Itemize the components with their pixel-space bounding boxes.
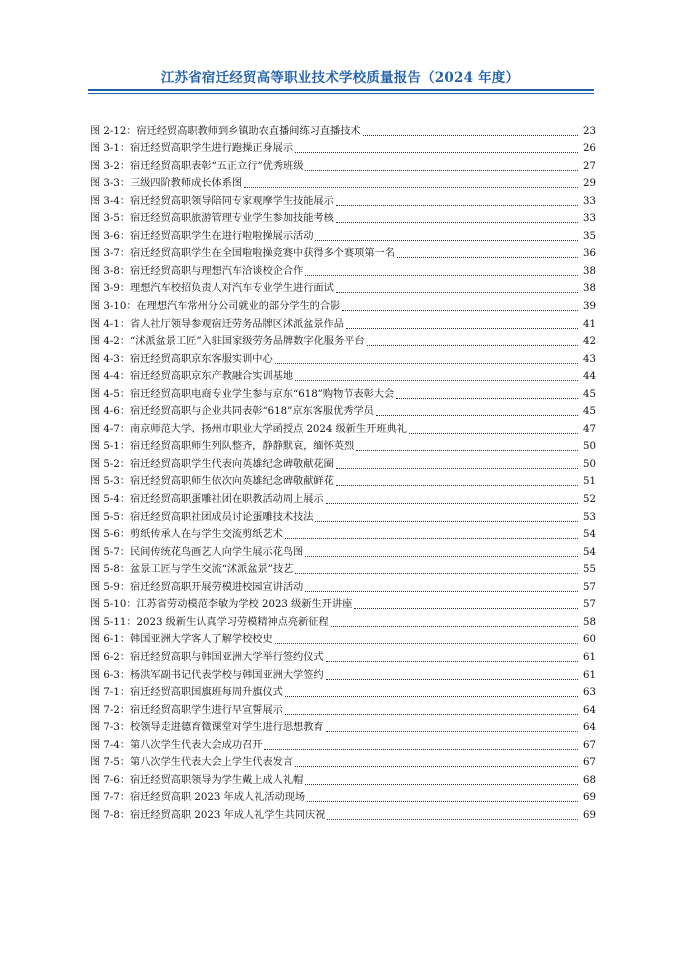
toc-dot-leader (336, 467, 578, 469)
toc-entry[interactable] (90, 682, 596, 700)
toc-entry-page: 60 (583, 634, 596, 646)
toc-entry[interactable] (90, 734, 596, 752)
toc-entry-title: 图 3-6：宿迁经贸高职学生在进行啦啦操展示活动 (90, 230, 314, 242)
toc-entry-page: 69 (583, 809, 596, 821)
toc-entry[interactable] (90, 787, 596, 805)
toc-entry-title: 图 7-8：宿迁经贸高职 2023 年成人礼学生共同庆祝 (90, 809, 326, 821)
toc-entry-page: 45 (583, 406, 596, 418)
toc-entry[interactable] (90, 155, 596, 173)
toc-dot-leader (244, 186, 578, 188)
toc-entry-page: 33 (583, 213, 596, 225)
toc-dot-leader (295, 572, 578, 574)
toc-entry-title: 图 7-3：校领导走进德育微课堂对学生进行思想教育 (90, 722, 324, 734)
toc-entry-title: 图 5-5：宿迁经贸高职社团成员讨论蛋雕技术技法 (90, 511, 314, 523)
toc-entry-title: 图 7-7：宿迁经贸高职 2023 年成人礼活动现场 (90, 792, 306, 804)
toc-entry-page: 67 (583, 757, 596, 769)
toc-entry-title: 图 2-12：宿迁经贸高职教师到乡镇助农直播间练习直播技术 (90, 125, 361, 137)
toc-entry-title: 图 3-8：宿迁经贸高职与理想汽车洽谈校企合作 (90, 265, 304, 277)
toc-entry-title: 图 3-10：在理想汽车常州分公司就业的部分学生的合影 (90, 301, 341, 313)
toc-dot-leader (354, 607, 578, 609)
toc-entry[interactable] (90, 278, 596, 296)
toc-entry-title: 图 4-6：宿迁经贸高职与企业共同表彰“618”京东客服优秀学员 (90, 406, 374, 418)
toc-entry[interactable] (90, 383, 596, 401)
toc-entry-page: 61 (583, 651, 596, 663)
toc-entry[interactable] (90, 611, 596, 629)
toc-entry-page: 47 (583, 423, 596, 435)
toc-dot-leader (346, 327, 578, 329)
toc-dot-leader (295, 151, 578, 153)
toc-dot-leader (295, 765, 578, 767)
toc-entry[interactable] (90, 699, 596, 717)
toc-dot-leader (295, 379, 578, 381)
toc-entry-page: 67 (583, 739, 596, 751)
toc-entry[interactable] (90, 331, 596, 349)
toc-entry-page: 33 (583, 195, 596, 207)
toc-dot-leader (315, 239, 578, 241)
header-divider-thick (88, 89, 594, 91)
toc-entry[interactable] (90, 524, 596, 542)
toc-entry-page: 44 (583, 371, 596, 383)
toc-entry-title: 图 4-5：宿迁经贸高职电商专业学生参与京东“618”购物节表彰大会 (90, 388, 395, 400)
toc-entry[interactable] (90, 717, 596, 735)
toc-entry-page: 45 (583, 388, 596, 400)
toc-entry[interactable] (90, 225, 596, 243)
figure-list (90, 120, 596, 822)
toc-entry[interactable] (90, 208, 596, 226)
toc-entry-title: 图 7-2：宿迁经贸高职学生进行早宣誓展示 (90, 704, 283, 716)
toc-entry[interactable] (90, 541, 596, 559)
toc-entry[interactable] (90, 752, 596, 770)
toc-entry-title: 图 3-2：宿迁经贸高职表彰“五正立行”优秀班级 (90, 160, 304, 172)
toc-dot-leader (275, 362, 578, 364)
toc-entry-page: 41 (583, 318, 596, 330)
toc-dot-leader (326, 730, 578, 732)
toc-entry-title: 图 5-6：剪纸传承人在与学生交流剪纸艺术 (90, 529, 283, 541)
toc-entry[interactable] (90, 436, 596, 454)
toc-entry[interactable] (90, 401, 596, 419)
toc-dot-leader (307, 800, 578, 802)
report-header-title: 江苏省宿迁经贸高等职业技术学校质量报告（2024 年度） (160, 70, 520, 86)
header-divider-thin (88, 93, 594, 94)
toc-dot-leader (409, 432, 578, 434)
toc-dot-leader (397, 256, 578, 258)
toc-entry[interactable] (90, 488, 596, 506)
toc-dot-leader (285, 695, 578, 697)
toc-entry-title: 图 5-2：宿迁经贸高职学生代表向英雄纪念碑敬献花圈 (90, 458, 334, 470)
toc-entry[interactable] (90, 295, 596, 313)
toc-entry[interactable] (90, 471, 596, 489)
toc-entry-title: 图 5-9：宿迁经贸高职开展劳模进校园宣讲活动 (90, 581, 304, 593)
toc-dot-leader (336, 221, 578, 223)
toc-entry-page: 68 (583, 774, 596, 786)
toc-entry-page: 53 (583, 511, 596, 523)
toc-dot-leader (315, 520, 578, 522)
toc-entry-page: 35 (583, 230, 596, 242)
toc-dot-leader (275, 642, 578, 644)
toc-dot-leader (336, 484, 578, 486)
toc-entry-page: 38 (583, 265, 596, 277)
toc-entry-page: 58 (583, 616, 596, 628)
toc-dot-leader (285, 713, 578, 715)
toc-entry[interactable] (90, 576, 596, 594)
toc-entry[interactable] (90, 138, 596, 156)
toc-entry-title: 图 7-1：宿迁经贸高职国旗班每周升旗仪式 (90, 687, 283, 699)
toc-dot-leader (326, 678, 578, 680)
toc-entry-page: 51 (583, 476, 596, 488)
toc-entry-title: 图 5-10：江苏省劳动模范李敏为学校 2023 级新生开讲座 (90, 599, 353, 611)
toc-entry-title: 图 6-2：宿迁经贸高职与韩国亚洲大学举行签约仪式 (90, 651, 324, 663)
toc-entry[interactable] (90, 173, 596, 191)
toc-entry-page: 57 (583, 581, 596, 593)
toc-entry-page: 69 (583, 792, 596, 804)
toc-entry[interactable] (90, 453, 596, 471)
toc-entry-title: 图 3-4：宿迁经贸高职领导陪同专家观摩学生技能展示 (90, 195, 334, 207)
toc-entry[interactable] (90, 769, 596, 787)
toc-entry-page: 26 (583, 143, 596, 155)
toc-entry[interactable] (90, 313, 596, 331)
toc-dot-leader (331, 625, 578, 627)
toc-entry-page: 63 (583, 687, 596, 699)
toc-entry[interactable] (90, 559, 596, 577)
toc-dot-leader (363, 134, 578, 136)
toc-dot-leader (326, 502, 578, 504)
toc-dot-leader (305, 169, 578, 171)
toc-dot-leader (336, 204, 578, 206)
toc-entry-title: 图 6-3：杨洪军副书记代表学校与韩国亚洲大学签约 (90, 669, 324, 681)
toc-dot-leader (285, 537, 578, 539)
toc-entry-page: 54 (583, 546, 596, 558)
toc-entry-page: 42 (583, 336, 596, 348)
toc-dot-leader (305, 555, 578, 557)
toc-entry-page: 64 (583, 722, 596, 734)
toc-entry[interactable] (90, 366, 596, 384)
toc-entry-page: 61 (583, 669, 596, 681)
toc-entry-page: 52 (583, 494, 596, 506)
toc-entry[interactable] (90, 243, 596, 261)
toc-entry-page: 43 (583, 353, 596, 365)
toc-dot-leader (264, 748, 578, 750)
toc-entry-title: 图 7-5：第八次学生代表大会上学生代表发言 (90, 757, 294, 769)
toc-entry[interactable] (90, 190, 596, 208)
toc-dot-leader (356, 449, 578, 451)
toc-entry-page: 55 (583, 564, 596, 576)
toc-entry-title: 图 4-1：省人社厅领导参观宿迁劳务品牌区沭派盆景作品 (90, 318, 344, 330)
toc-entry-page: 29 (583, 178, 596, 190)
toc-entry-title: 图 4-4：宿迁经贸高职京东产教融合实训基地 (90, 371, 294, 383)
toc-entry-title: 图 3-3：三级四阶教师成长体系图 (90, 178, 243, 190)
toc-dot-leader (336, 291, 578, 293)
toc-entry-title: 图 5-11：2023 级新生认真学习劳模精神点亮新征程 (90, 616, 329, 628)
toc-entry-title: 图 5-7：民间传统花鸟画艺人向学生展示花鸟图 (90, 546, 304, 558)
toc-entry-title: 图 3-5：宿迁经贸高职旅游管理专业学生参加技能考核 (90, 213, 334, 225)
toc-entry[interactable] (90, 260, 596, 278)
toc-entry-page: 23 (583, 125, 596, 137)
toc-entry[interactable] (90, 348, 596, 366)
toc-dot-leader (305, 590, 578, 592)
toc-entry-page: 50 (583, 458, 596, 470)
toc-entry-title: 图 4-7：南京师范大学、扬州市职业大学函授点 2024 级新生开班典礼 (90, 423, 407, 435)
toc-entry-title: 图 7-6：宿迁经贸高职领导为学生戴上成人礼帽 (90, 774, 304, 786)
toc-entry[interactable] (90, 646, 596, 664)
toc-entry[interactable] (90, 594, 596, 612)
toc-entry-title: 图 4-2：“沭派盆景工匠”入驻国家级劳务品牌数字化服务平台 (90, 336, 365, 348)
toc-dot-leader (396, 397, 578, 399)
toc-entry-page: 39 (583, 301, 596, 313)
toc-dot-leader (305, 274, 578, 276)
toc-dot-leader (376, 414, 578, 416)
toc-entry-page: 54 (583, 529, 596, 541)
toc-entry-title: 图 6-1：韩国亚洲大学客人了解学校校史 (90, 634, 273, 646)
toc-entry[interactable] (90, 804, 596, 822)
toc-entry-title: 图 3-1：宿迁经贸高职学生进行跑操正身展示 (90, 143, 294, 155)
toc-dot-leader (327, 818, 578, 820)
toc-entry[interactable] (90, 664, 596, 682)
toc-entry-page: 38 (583, 283, 596, 295)
toc-entry-page: 27 (583, 160, 596, 172)
toc-entry[interactable] (90, 629, 596, 647)
toc-dot-leader (342, 309, 578, 311)
toc-entry-page: 57 (583, 599, 596, 611)
toc-entry-title: 图 5-3：宿迁经贸高职师生依次向英雄纪念碑敬献鲜花 (90, 476, 334, 488)
toc-entry-page: 50 (583, 441, 596, 453)
toc-entry-page: 64 (583, 704, 596, 716)
toc-entry-page: 36 (583, 248, 596, 260)
toc-entry-title: 图 7-4：第八次学生代表大会成功召开 (90, 739, 263, 751)
toc-entry[interactable] (90, 506, 596, 524)
toc-entry-title: 图 3-7：宿迁经贸高职学生在全国啦啦操竞赛中获得多个赛项第一名 (90, 248, 395, 260)
toc-entry[interactable] (90, 120, 596, 138)
toc-entry-title: 图 5-4：宿迁经贸高职蛋雕社团在职教活动周上展示 (90, 494, 324, 506)
toc-entry-title: 图 3-9：理想汽车校招负责人对汽车专业学生进行面试 (90, 283, 334, 295)
toc-entry-title: 图 5-1：宿迁经贸高职师生列队整齐，静静默哀，缅怀英烈 (90, 441, 355, 453)
toc-dot-leader (326, 660, 578, 662)
toc-entry[interactable] (90, 418, 596, 436)
toc-entry-title: 图 4-3：宿迁经贸高职京东客服实训中心 (90, 353, 273, 365)
toc-dot-leader (305, 783, 578, 785)
toc-dot-leader (367, 344, 578, 346)
toc-entry-title: 图 5-8：盆景工匠与学生交流“沭派盆景”技艺 (90, 564, 294, 576)
